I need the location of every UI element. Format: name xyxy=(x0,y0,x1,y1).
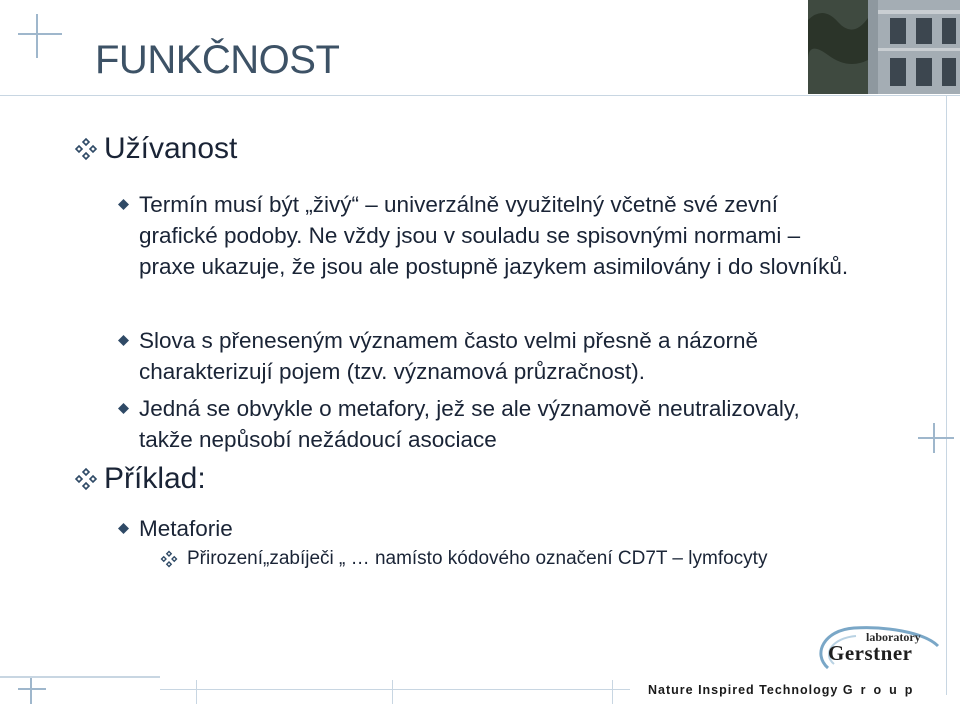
footer-group-text: Group xyxy=(842,683,921,697)
deco-line xyxy=(18,33,62,35)
deco-line xyxy=(160,689,630,690)
bullet-item xyxy=(118,189,858,282)
deco-line xyxy=(918,437,954,439)
diamond-bullet-icon xyxy=(118,403,129,414)
sub-bullet-item xyxy=(160,548,767,570)
footer-brand xyxy=(648,683,920,697)
deco-line xyxy=(18,688,46,690)
deco-line xyxy=(196,680,197,704)
diamond-bullet-icon xyxy=(118,335,129,346)
deco-line xyxy=(392,680,393,704)
deco-line xyxy=(30,678,32,704)
deco-line xyxy=(0,95,960,96)
section-heading-label: Příklad: xyxy=(104,462,206,495)
section-heading-label: Užívanost xyxy=(104,132,238,165)
deco-line xyxy=(933,423,935,453)
quad-diamond-bullet-icon xyxy=(74,137,98,161)
quad-diamond-bullet-icon xyxy=(74,467,98,491)
section-heading xyxy=(74,462,206,496)
logo-line2: Gerstner xyxy=(828,641,913,665)
diamond-bullet-icon xyxy=(118,523,129,534)
bullet-text: Termín musí být „živý“ – univerzálně využitelný včetně své zevní grafické podoby. Ne vždy jsou v souladu se spisovnými normami – praxe ukazuje, že jsou ale postupně jazykem asimilovány i do slovníků. xyxy=(139,192,849,279)
bullet-item xyxy=(118,513,858,544)
laboratory-gerstner-logo xyxy=(814,624,944,674)
quad-diamond-bullet-icon xyxy=(160,550,178,568)
deco-line xyxy=(946,95,947,695)
section-heading xyxy=(74,132,237,166)
footer-brand-text: Nature Inspired Technology xyxy=(648,683,839,697)
bullet-text: Slova s přeneseným významem často velmi přesně a názorně charakterizují pojem (tzv. významová průzračnost). xyxy=(139,328,759,384)
bullet-text: Jedná se obvykle o metafory, jež se ale významově neutralizovaly, takže nepůsobí nežádoucí asociace xyxy=(139,396,800,452)
diamond-bullet-icon xyxy=(118,199,129,210)
bullet-item xyxy=(118,325,858,387)
deco-line xyxy=(612,680,613,704)
bullet-text: Metaforie xyxy=(139,516,233,541)
logo-line1: laboratory xyxy=(866,630,921,644)
building-photo xyxy=(808,0,960,94)
deco-line xyxy=(36,14,38,58)
deco-line xyxy=(0,676,160,678)
slide-title: FUNKČNOST xyxy=(95,38,340,82)
bullet-item xyxy=(118,393,858,455)
sub-bullet-text: Přirození„zabíječi „ … namísto kódového označení CD7T – lymfocyty xyxy=(187,548,768,569)
